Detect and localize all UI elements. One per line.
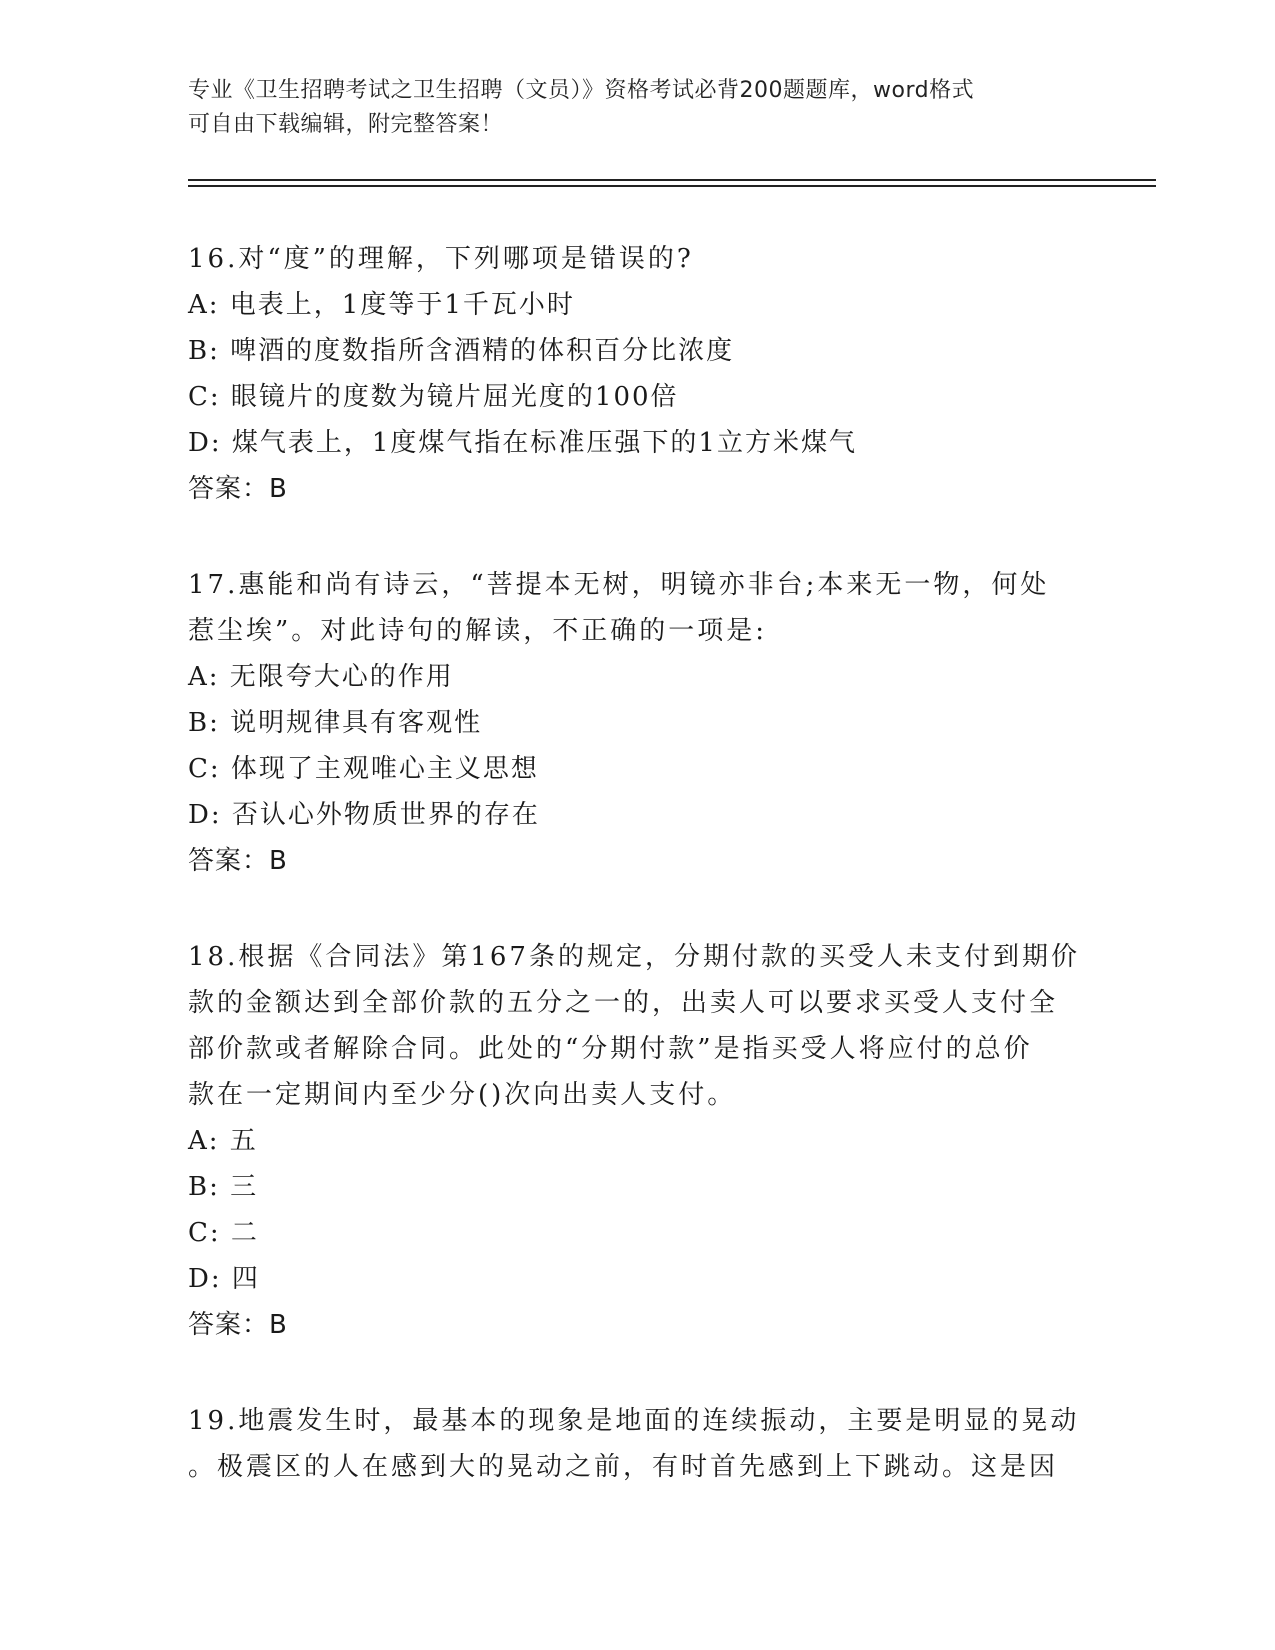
question-stem: 款的金额达到全部价款的五分之一的，出卖人可以要求买受人支付全	[188, 988, 1059, 1018]
question-19	[188, 1398, 1088, 1490]
option-d: D: 四	[188, 1264, 260, 1294]
header-line-1: 专业《卫生招聘考试之卫生招聘（文员）》资格考试必背200题题库，word格式	[188, 78, 975, 103]
question-stem: 16.对“度”的理解，下列哪项是错误的?	[188, 244, 694, 274]
question-17	[188, 562, 1088, 884]
question-stem: 惹尘埃”。对此诗句的解读，不正确的一项是:	[188, 616, 768, 646]
option-a: A: 无限夸大心的作用	[188, 662, 454, 692]
document-header	[188, 74, 1068, 142]
question-stem: 19.地震发生时，最基本的现象是地面的连续振动，主要是明显的晃动	[188, 1406, 1080, 1436]
question-18	[188, 934, 1088, 1348]
answer: 答案：B	[188, 474, 288, 504]
question-stem: 17.惠能和尚有诗云，“菩提本无树，明镜亦非台;本来无一物，何处	[188, 570, 1050, 600]
question-stem: 款在一定期间内至少分()次向出卖人支付。	[188, 1080, 737, 1110]
header-line-2: 可自由下载编辑，附完整答案！	[188, 112, 504, 137]
option-a: A: 电表上，1度等于1千瓦小时	[188, 290, 575, 320]
option-c: C: 眼镜片的度数为镜片屈光度的100倍	[188, 382, 679, 412]
answer: 答案：B	[188, 1310, 288, 1340]
question-list	[188, 236, 1088, 1540]
question-stem: 。极震区的人在感到大的晃动之前，有时首先感到上下跳动。这是因	[188, 1452, 1059, 1482]
option-b: B: 说明规律具有客观性	[188, 708, 483, 738]
option-c: C: 二	[188, 1218, 259, 1248]
question-stem: 部价款或者解除合同。此处的“分期付款”是指买受人将应付的总价	[188, 1034, 1033, 1064]
answer: 答案：B	[188, 846, 288, 876]
option-c: C: 体现了主观唯心主义思想	[188, 754, 539, 784]
option-b: B: 啤酒的度数指所含酒精的体积百分比浓度	[188, 336, 735, 366]
option-d: D: 否认心外物质世界的存在	[188, 800, 540, 830]
header-rule-top	[188, 179, 1156, 181]
question-stem: 18.根据《合同法》第167条的规定，分期付款的买受人未支付到期价	[188, 942, 1080, 972]
header-rule-bottom	[188, 185, 1156, 187]
option-d: D: 煤气表上，1度煤气指在标准压强下的1立方米煤气	[188, 428, 857, 458]
option-a: A: 五	[188, 1126, 258, 1156]
question-16	[188, 236, 1088, 512]
option-b: B: 三	[188, 1172, 259, 1202]
